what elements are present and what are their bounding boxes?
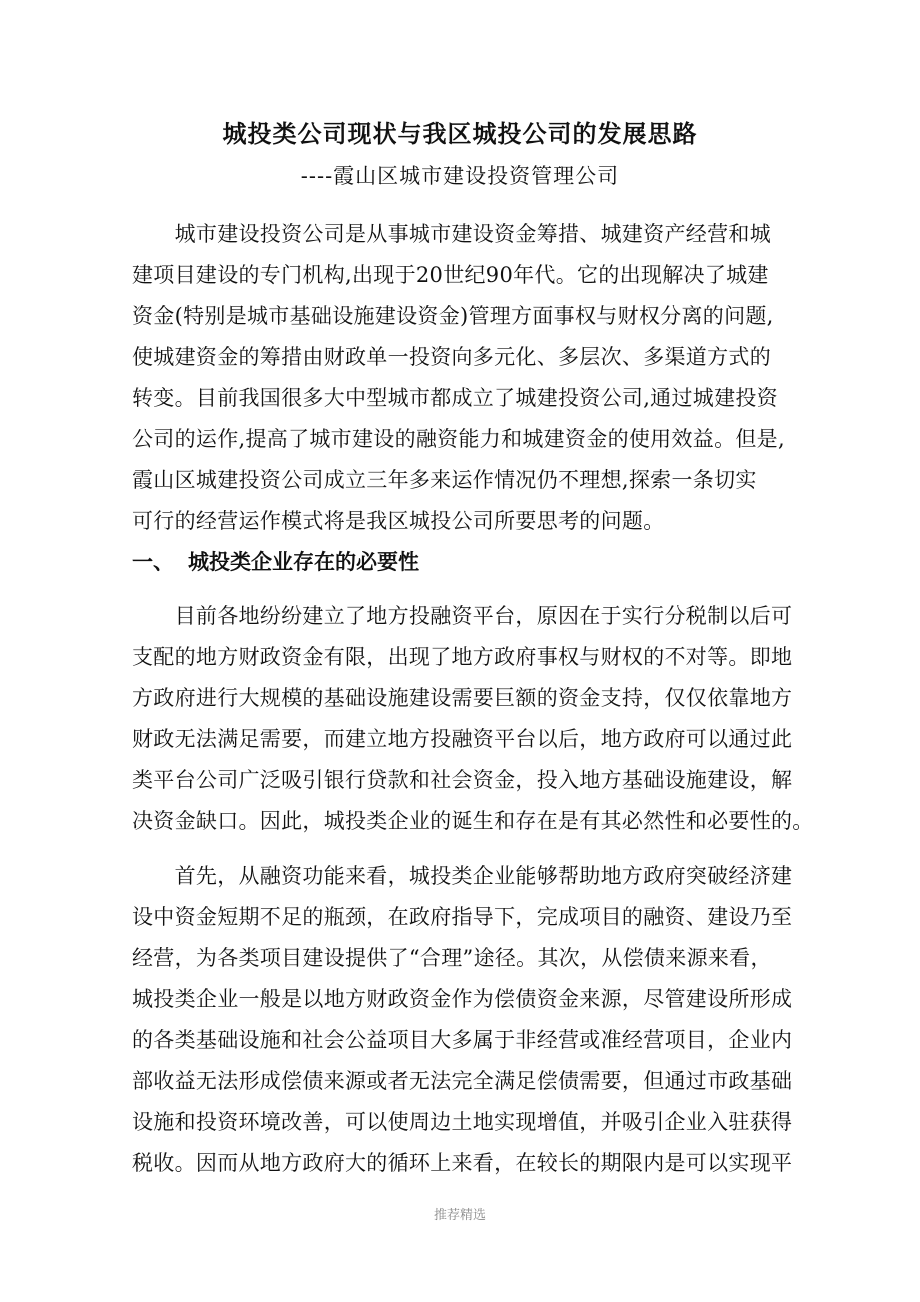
page-footer: 推荐精选	[433, 1208, 486, 1223]
paragraph-line: 资金(特别是城市基础设施建设资金)管理方面事权与财权分离的问题,	[132, 304, 774, 328]
paragraph-line: 设中资金短期不足的瓶颈，在政府指导下，完成项目的融资、建设乃至	[132, 905, 793, 929]
paragraph-line: 使城建资金的筹措由财政单一投资向多元化、多层次、多渠道方式的	[132, 345, 771, 369]
paragraph-line: 类平台公司广泛吸引银行贷款和社会资金，投入地方基础设施建设，解	[132, 768, 793, 792]
paragraph-line: 财政无法满足需要，而建立地方投融资平台以后，地方政府可以通过此	[132, 727, 793, 751]
paragraph-line: 城投类企业一般是以地方财政资金作为偿债资金来源，尽管建设所形成	[132, 987, 793, 1011]
section-number: 一、	[132, 549, 174, 574]
paragraph-line: 建项目建设的专门机构,出现于20世纪90年代。它的出现解决了城建	[132, 263, 769, 287]
paragraph-line: 方政府进行大规模的基础设施建设需要巨额的资金支持，仅仅依靠地方	[132, 686, 793, 710]
paragraph-line: 霞山区城建投资公司成立三年多来运作情况仍不理想,探索一条切实	[132, 468, 757, 492]
paragraph-line: 首先，从融资功能来看，城投类企业能够帮助地方政府突破经济建	[132, 864, 793, 888]
section-heading	[132, 544, 792, 580]
paragraph-line: 支配的地方财政资金有限，出现了地方政府事权与财权的不对等。即地	[132, 645, 793, 669]
body-paragraph-2	[132, 856, 792, 1184]
paragraph-line: 城市建设投资公司是从事城市建设资金筹措、城建资产经营和城	[132, 222, 771, 246]
paragraph-line: 可行的经营运作模式将是我区城投公司所要思考的问题。	[132, 509, 665, 533]
paragraph-line: 部收益无法形成偿债来源或者无法完全满足偿债需要，但通过市政基础	[132, 1069, 793, 1093]
paragraph-line: 经营，为各类项目建设提供了“合理”途径。其次，从偿债来源来看，	[132, 946, 772, 970]
paragraph-line: 公司的运作,提高了城市建设的融资能力和城建资金的使用效益。但是,	[132, 427, 785, 451]
document-subtitle: ----霞山区城市建设投资管理公司	[300, 164, 620, 188]
paragraph-line: 转变。目前我国很多大中型城市都成立了城建投资公司,通过城建投资	[132, 386, 778, 410]
paragraph-line: 设施和投资环境改善，可以使周边土地实现增值，并吸引企业入驻获得	[132, 1110, 793, 1134]
paragraph-line: 的各类基础设施和社会公益项目大多属于非经营或准经营项目，企业内	[132, 1028, 793, 1052]
intro-paragraph	[132, 214, 792, 542]
paragraph-line: 决资金缺口。因此，城投类企业的诞生和存在是有其必然性和必要性的。	[132, 809, 814, 833]
paragraph-line: 目前各地纷纷建立了地方投融资平台，原因在于实行分税制以后可	[132, 604, 793, 628]
section-heading-text: 城投类企业存在的必要性	[188, 549, 419, 574]
body-paragraph-1	[132, 596, 814, 842]
document-title: 城投类公司现状与我区城投公司的发展思路	[222, 119, 698, 148]
paragraph-line: 税收。因而从地方政府大的循环上来看，在较长的期限内是可以实现平	[132, 1151, 793, 1175]
